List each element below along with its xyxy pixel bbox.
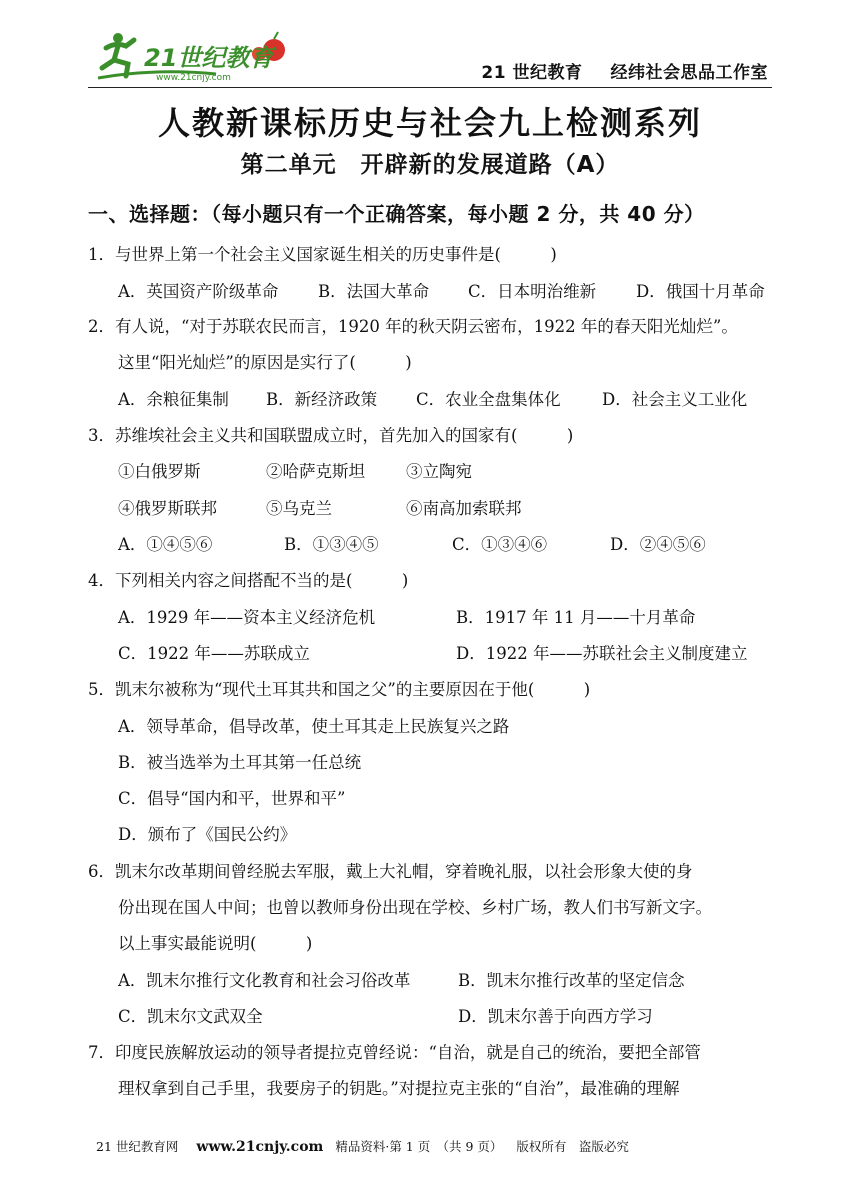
logo-url-text: www.21cnjy.com <box>156 73 231 83</box>
question-4-option-b: B．1917 年 11 月——十月革命 <box>456 608 696 627</box>
header-studio: 经纬社会思品工作室 <box>610 63 768 83</box>
question-2-stem-line2: 这里“阳光灿烂”的原因是实行了( ) <box>118 353 412 372</box>
question-5-option-c: C．倡导“国内和平，世界和平” <box>118 789 346 808</box>
question-3-option-b: B．①③④⑤ <box>284 535 379 554</box>
question-3-option-d: D．②④⑤⑥ <box>610 535 706 554</box>
question-6-stem-line2: 份出现在国人中间；也曾以教师身份出现在学校、乡村广场，教人们书写新文字。 <box>118 898 712 917</box>
question-3-option-c: C．①③④⑥ <box>452 535 548 554</box>
document-title: 人教新课标历史与社会九上检测系列 <box>157 104 702 142</box>
question-3-item-6: ⑥南高加索联邦 <box>406 499 522 518</box>
header-org-line <box>481 58 768 83</box>
question-1-option-a: A．英国资产阶级革命 <box>118 282 279 301</box>
header-org: 21 世纪教育 <box>481 63 583 83</box>
question-2-option-a: A．余粮征集制 <box>118 390 229 409</box>
question-4-option-d: D．1922 年——苏联社会主义制度建立 <box>456 644 748 663</box>
question-5-option-a: A．领导革命，倡导改革，使土耳其走上民族复兴之路 <box>118 717 510 736</box>
question-6-option-a: A．凯末尔推行文化教育和社会习俗改革 <box>118 971 411 990</box>
document-subtitle: 第二单元 开辟新的发展道路（A） <box>240 152 620 178</box>
question-6-stem-line3: 以上事实最能说明( ) <box>118 934 313 953</box>
question-7-stem-line1: 7．印度民族解放运动的领导者提拉克曾经说：“自治，就是自己的统治，要把全部管 <box>88 1043 701 1062</box>
logo-text: 21世纪教育 <box>144 44 274 72</box>
site-logo <box>96 28 296 84</box>
footer-rights: 版权所有 盗版必究 <box>516 1139 629 1154</box>
question-6-option-d: D．凯末尔善于向西方学习 <box>458 1007 653 1026</box>
footer-page-info: 精品资料·第 1 页 （共 9 页） <box>335 1139 503 1154</box>
question-1-option-b: B．法国大革命 <box>318 282 430 301</box>
logo-graphic <box>96 28 296 84</box>
question-3-item-2: ②哈萨克斯坦 <box>266 462 365 481</box>
question-3-item-3: ③立陶宛 <box>406 462 472 481</box>
question-2-option-d: D．社会主义工业化 <box>602 390 748 409</box>
question-3-stem: 3．苏维埃社会主义共和国联盟成立时，首先加入的国家有( ) <box>88 426 574 445</box>
footer-org-site: 21 世纪教育网 <box>96 1139 179 1154</box>
question-3-item-5: ⑤乌克兰 <box>266 499 332 518</box>
question-1-stem: 1．与世界上第一个社会主义国家诞生相关的历史事件是( ) <box>88 245 557 264</box>
question-3-item-1: ①白俄罗斯 <box>118 462 201 481</box>
question-6-stem-line1: 6．凯末尔改革期间曾经脱去军服，戴上大礼帽，穿着晚礼服，以社会形象大使的身 <box>88 862 693 881</box>
page-footer <box>96 1137 629 1155</box>
question-5-stem: 5．凯末尔被称为“现代土耳其共和国之父”的主要原因在于他( ) <box>88 680 591 699</box>
question-3-option-a: A．①④⑤⑥ <box>118 535 213 554</box>
question-7-stem-line2: 理权拿到自己手里，我要房子的钥匙。”对提拉克主张的“自治”，最准确的理解 <box>118 1079 680 1098</box>
question-5-option-d: D．颁布了《国民公约》 <box>118 825 297 844</box>
question-5-option-b: B．被当选举为土耳其第一任总统 <box>118 753 362 772</box>
header-divider <box>88 87 772 88</box>
question-1-option-c: C．日本明治维新 <box>468 282 597 301</box>
question-4-stem: 4．下列相关内容之间搭配不当的是( ) <box>88 571 409 590</box>
question-6-option-c: C．凯末尔文武双全 <box>118 1007 263 1026</box>
question-2-stem-line1: 2．有人说，“对于苏联农民而言，1920 年的秋天阴云密布，1922 年的春天阳光灿烂”。 <box>88 317 738 336</box>
question-2-option-c: C．农业全盘集体化 <box>416 390 561 409</box>
footer-url: www.21cnjy.com <box>196 1139 324 1155</box>
question-3-item-4: ④俄罗斯联邦 <box>118 499 217 518</box>
question-4-option-c: C．1922 年——苏联成立 <box>118 644 310 663</box>
question-4-option-a: A．1929 年——资本主义经济危机 <box>118 608 376 627</box>
question-2-option-b: B．新经济政策 <box>266 390 378 409</box>
section-heading: 一、选择题：（每小题只有一个正确答案，每小题 2 分，共 40 分） <box>88 202 705 226</box>
question-6-option-b: B．凯末尔推行改革的坚定信念 <box>458 971 685 990</box>
question-1-option-d: D．俄国十月革命 <box>636 282 765 301</box>
